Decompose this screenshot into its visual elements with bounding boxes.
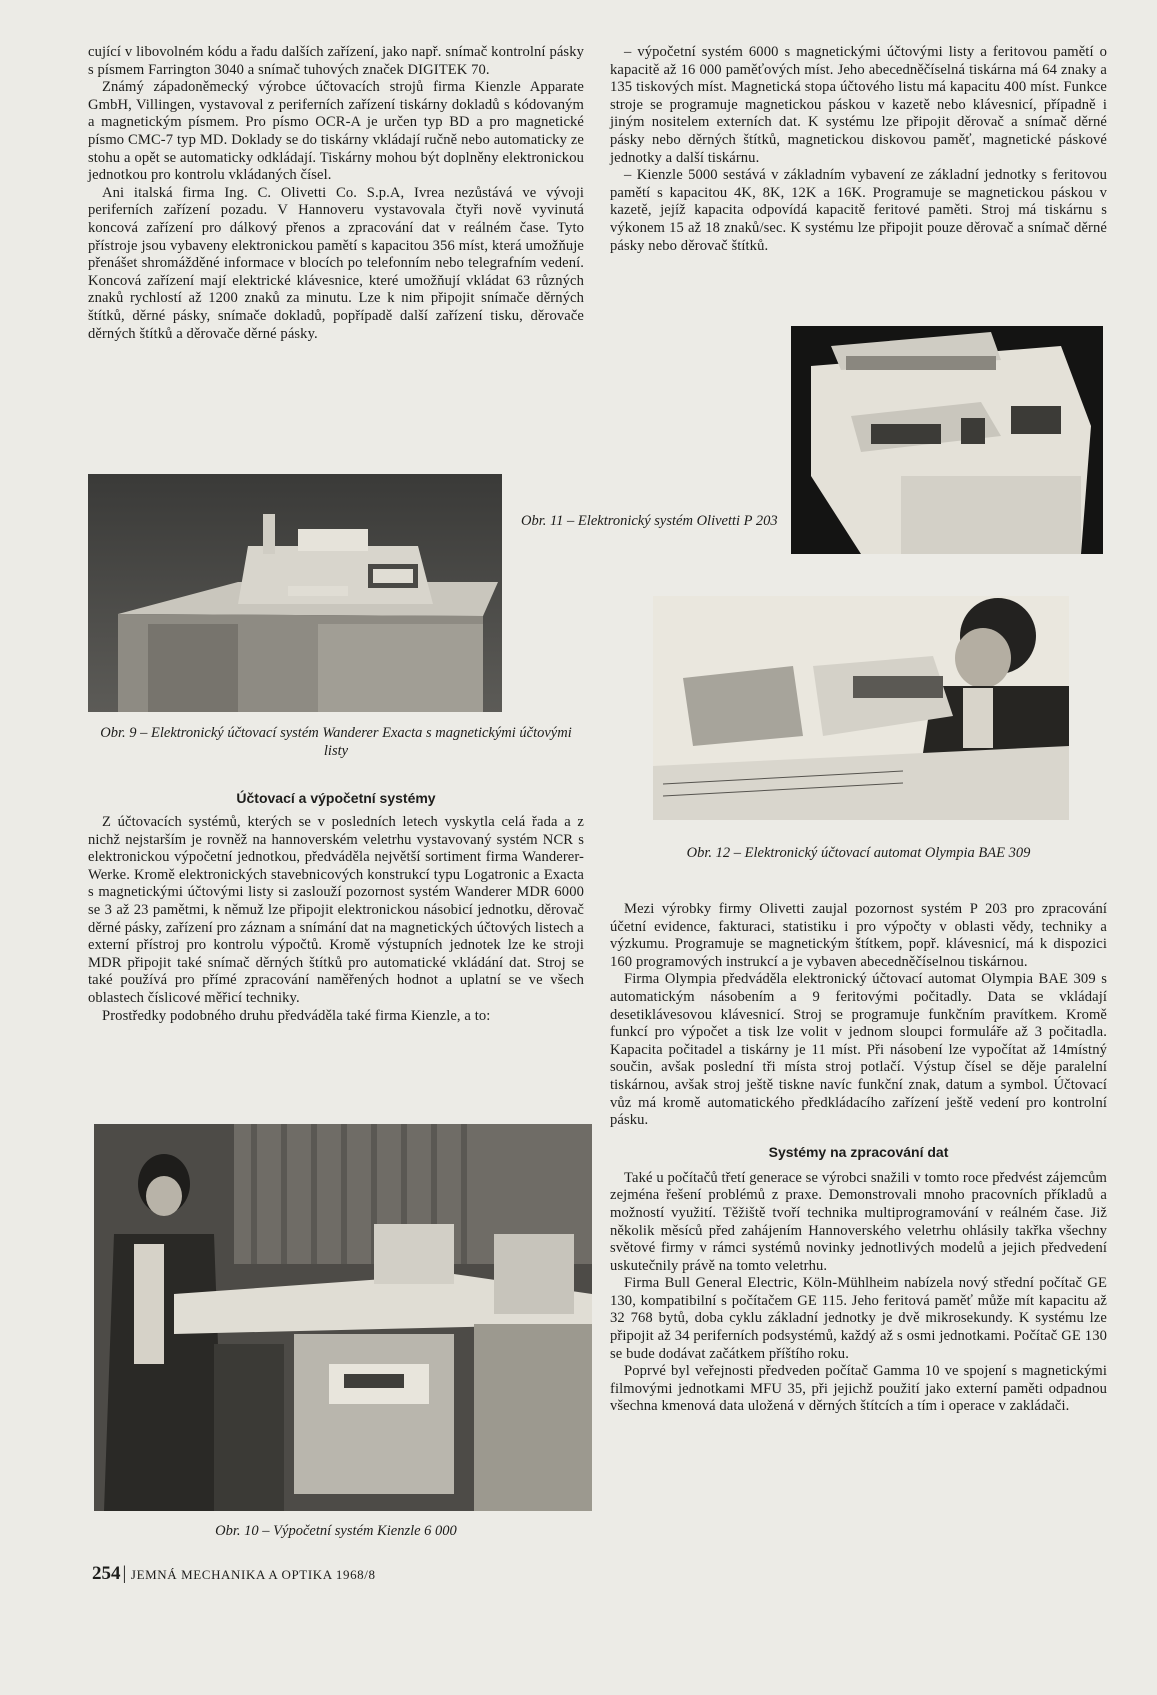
footer-separator: | [122,1563,127,1584]
figure-11-photo [791,326,1103,554]
paragraph: Ani italská firma Ing. C. Olivetti Co. S.p.A, Ivrea nezůstává ve vývoji periferních zařízení pozadu. V Hannoveru vystavovala čtyři nově vyvinutá koncová zařízení pro dálkový přenos a zpracování dat v reálném čase. Tyto přístroje jsou vybaveny elektronickou pamětí s kapacitou 356 míst, která umožňuje přenášet shromážděné informace v blocích po telefonním nebo telegrafním vedení. Koncová zařízení mají elektrické klávesnice, které umožňují vkládat 63 různých znaků rychlostí až 1200 znaků za minutu. Lze k nim připojit snímače děrných štítků, děrné pásky, snímače dokladů, popřípadě další zařízení tisku, děrovače děrných štítků a děrovače děrné pásky. [88,184,584,342]
left-column-section [88,790,584,1025]
page-footer [92,1563,376,1585]
figure-11-caption: Obr. 11 – Elektronický systém Olivetti P 203 [521,513,778,529]
figure-12-caption: Obr. 12 – Elektronický účtovací automat Olympia BAE 309 [686,845,1031,861]
figure-12-photo [653,596,1069,820]
paragraph: Známý západoněmecký výrobce účtovacích strojů firma Kienzle Apparate GmbH, Villingen, vystavoval z periferních zařízení tiskárny dokladů s kódovaným a magnetickým písmem. Pro písmo OCR-A je určen typ BD a pro magnetické písmo CMC-7 typ MD. Doklady se do tiskárny vkládají ručně nebo automaticky ze stohu a opět se automaticky odkládají. Tiskárny mohou být doplněny elektronickou jednotkou pro kontrolu vkládaných čísel. [88,79,584,184]
journal-title: JEMNÁ MECHANIKA A OPTIKA 1968/8 [130,1567,376,1582]
paragraph: Také u počítačů třetí generace se výrobci snažili v tomto roce předvést zájemcům zejména řešení problémů z praxe. Demonstrovali mnoho pracovních příkladů a možností využití. Těžiště tvoří technika multiprogramování v reálném čase. Již několik měsíců před zahájením Hannoverského veletrhu ohlásily takřka všechny světové firmy v rámci systémů novinky jednotlivých modelů a jejich předvedení uskutečnily právě na tomto veletrhu. [610,1169,1107,1274]
right-column-bottom [610,901,1107,1416]
left-column-top [88,44,584,343]
right-column-top [610,44,1107,255]
figure-10-photo [94,1124,592,1511]
paragraph: Prostředky podobného druhu předváděla také firma Kienzle, a to: [102,1007,491,1024]
paragraph: Firma Bull General Electric, Köln-Mühlheim nabízela nový střední počítač GE 130, kompatibilní s počítačem GE 115. Jeho feritová paměť může mít kapacitu až 32 768 bytů, doba cyklu základní jednotky je dvě mikrosekundy. K systému lze připojit až 34 periferních podsystémů, každý až s osmi jednotkami. Počítač GE 130 se bude dodávat začátkem příštího roku. [610,1275,1107,1362]
paragraph: Firma Olympia předváděla elektronický účtovací automat Olympia BAE 309 s automatickým násobením a 9 feritovými počitadly. Data se vkládají desetiklávesovou klávesnicí. Stroj se programuje funkčním pravítkem. Kromě funkcí pro výpočet a tisk lze volit v jednom sloupci formuláře až 3 počitadla. Kapacita počitadel a tiskárny je 11 míst. Při násobení lze vypočítat až 14místný součin, avšak poslední tři místa stroj potlačí. Výstup čísel se děje paralelní tiskárnou, avšak stroj ještě tiskne navíc funkční znak, datum a symbol. Účtovací vůz má kromě automatického předkládacího zařízení ještě vedení pro kontrolní pásku. [610,971,1107,1129]
section-heading: Systémy na zpracování dat [768,1143,949,1160]
figure-10-caption: Obr. 10 – Výpočetní systém Kienzle 6 000 [215,1523,457,1539]
figure-9-photo [88,474,502,712]
figure-9-caption: Obr. 9 – Elektronický účtovací systém Wanderer Exacta s magnetickými účtovými listy [100,725,572,759]
paragraph: Poprvé byl veřejnosti předveden počítač Gamma 10 ve spojení s magnetickými filmovými jednotkami MFU 35, při jejichž použití jako externí paměti odpadnou všechna kmenová data uložená v děrných štítcích a tím i operace v zakládači. [610,1363,1107,1415]
section-heading: Účtovací a výpočetní systémy [236,790,436,806]
paragraph: – výpočetní systém 6000 s magnetickými účtovými listy a feritovou pamětí o kapacitě až 16 000 paměťových míst. Jeho abecedněčíselná tiskárna má 64 znaky a 135 tiskových míst. Magnetická stopa účtového listu má kapacitu 400 míst. Funkce stroje se programuje magnetickou páskou v kazetě nebo klávesnicí, případně i jiným nositelem externích dat. K systému lze připojit děrovač a snímač děrné pásky nebo děrných štítků, magnetickou diskovou paměť, magnetické páskové jednotky a další tiskárnu. [610,44,1107,166]
paragraph: – Kienzle 5000 sestává v základním vybavení ze základní jednotky s feritovou pamětí s kapacitou 4K, 8K, 12K a 16K. Programuje se magnetickou páskou v kazetě, jejíž kapacita odpovídá kapacitě feritové paměti. Stroj má tiskárnu s výkonem 15 až 18 znaků/sec. K systému lze připojit pouze děrovač a snímač děrné pásky nebo děrovač štítků. [610,167,1107,254]
paragraph: Z účtovacích systémů, kterých se v posledních letech vyskytla celá řada a z nichž nejstarším je rovněž na hannoverském veletrhu vystavovaný systém NCR s elektronickou výpočetní jednotkou, předváděla největší sortiment firma Wanderer-Werke. Kromě elektronických stavebnicových konstrukcí typu Logatronic a Exacta s magnetickými účtovými listy si zaslouží pozornost systém Wanderer MDR 6000 se 3 až 23 pamětmi, k němuž lze připojit elektronickou násobicí jednotku, děrovač děrné pásky, zařízení pro záznam a snímání dat na magnetických účtových listech a externí přístroj pro kontrolu výpočtů. Kromě výstupních jednotek lze ke stroji MDR připojit také snímač děrných štítků pro automatické vkládání dat. Stroj se také používá pro přímé zpracování naměřených hodnot a uplatní se ve všech oblastech číslicové měřicí techniky. [88,814,584,1006]
paragraph: cující v libovolném kódu a řadu dalších zařízení, jako např. snímač kontrolní pásky s písmem Farrington 3040 a snímač tuhových značek DIGITEK 70. [88,44,584,78]
page-number: 254 [92,1563,121,1584]
paragraph: Mezi výrobky firmy Olivetti zaujal pozornost systém P 203 pro zpracování účetní evidence, fakturaci, statistiku i pro výpočty v oblasti vědy, techniky a výzkumu. Programuje se magnetickým štítkem, popř. klávesnicí, má k dispozici 160 programových instrukcí a je vybaven abecedněčíselnou tiskárnou. [610,901,1107,970]
